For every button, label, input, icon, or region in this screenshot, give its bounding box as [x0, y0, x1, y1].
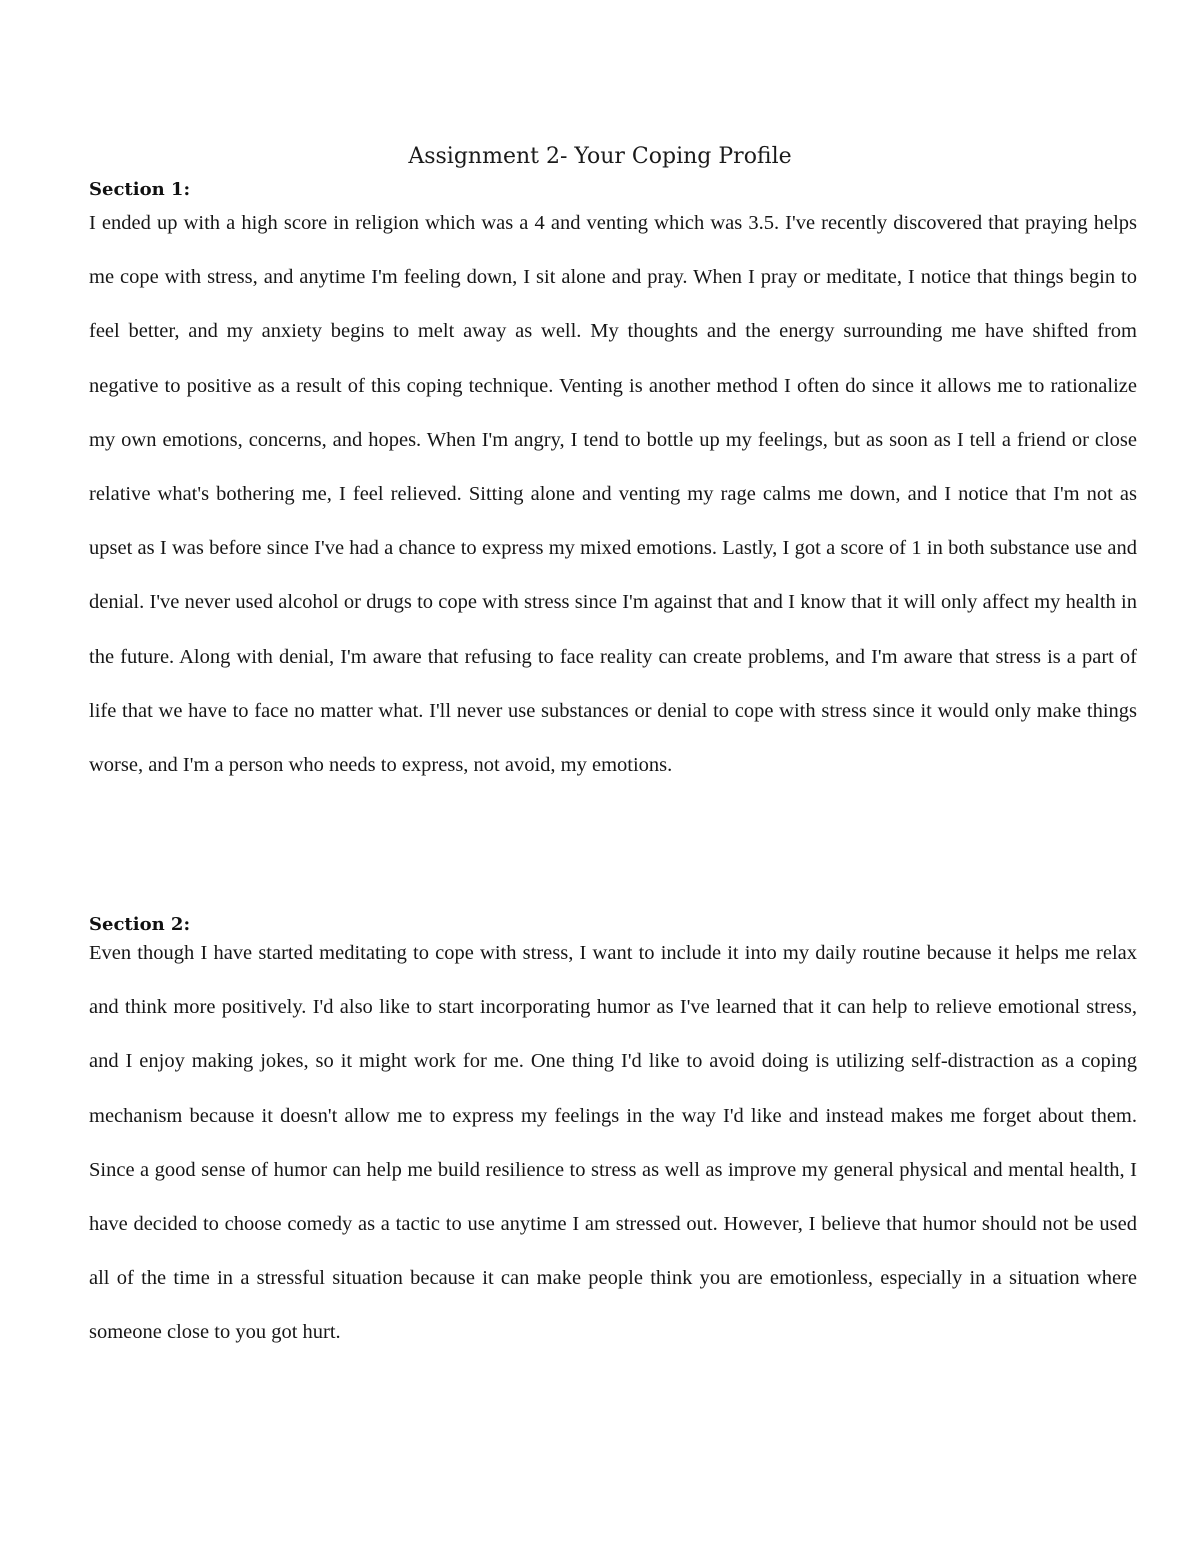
section-1-body: I ended up with a high score in religion which was a 4 and venting which was 3.5. I've recently discovered that praying helps me cope with stress, and anytime I'm feeling down, I sit alone and pray. When I pray or meditate, I notice that things begin to feel better, and my anxiety begins to melt away as well. My thoughts and the energy surrounding me have shifted from negative to positive as a result of this coping technique. Venting is another method I often do since it allows me to rationalize my own emotions, concerns, and hopes. When I'm angry, I tend to bottle up my feelings, but as soon as I tell a friend or close relative what's bothering me, I feel relieved. Sitting alone and venting my rage calms me down, and I notice that I'm not as upset as I was before since I've had a chance to express my mixed emotions. Lastly, I got a score of 1 in both substance use and denial. I've never used alcohol or drugs to cope with stress since I'm against that and I know that it will only affect my health in the future. Along with denial, I'm aware that refusing to face reality can create problems, and I'm aware that stress is a part of life that we have to face no matter what. I'll never use substances or denial to cope with stress since it would only make things worse, and I'm a person who needs to express, not avoid, my emotions.	[89, 212, 1137, 777]
section-2-body: Even though I have started meditating to cope with stress, I want to include it into my daily routine because it helps me relax and think more positively. I'd also like to start incorporating humor as I've learned that it can help to relieve emotional stress, and I enjoy making jokes, so it might work for me. One thing I'd like to avoid doing is utilizing self-distraction as a coping mechanism because it doesn't allow me to express my feelings in the way I'd like and instead makes me forget about them. Since a good sense of humor can help me build resilience to stress as well as improve my general physical and mental health, I have decided to choose comedy as a tactic to use anytime I am stressed out. However, I believe that humor should not be used all of the time in a stressful situation because it can make people think you are emotionless, especially in a situation where someone close to you got hurt.	[89, 942, 1137, 1344]
section-1-heading: Section 1:	[89, 179, 191, 200]
section-2-heading: Section 2:	[89, 914, 191, 935]
document-title: Assignment 2- Your Coping Profile	[408, 144, 792, 169]
